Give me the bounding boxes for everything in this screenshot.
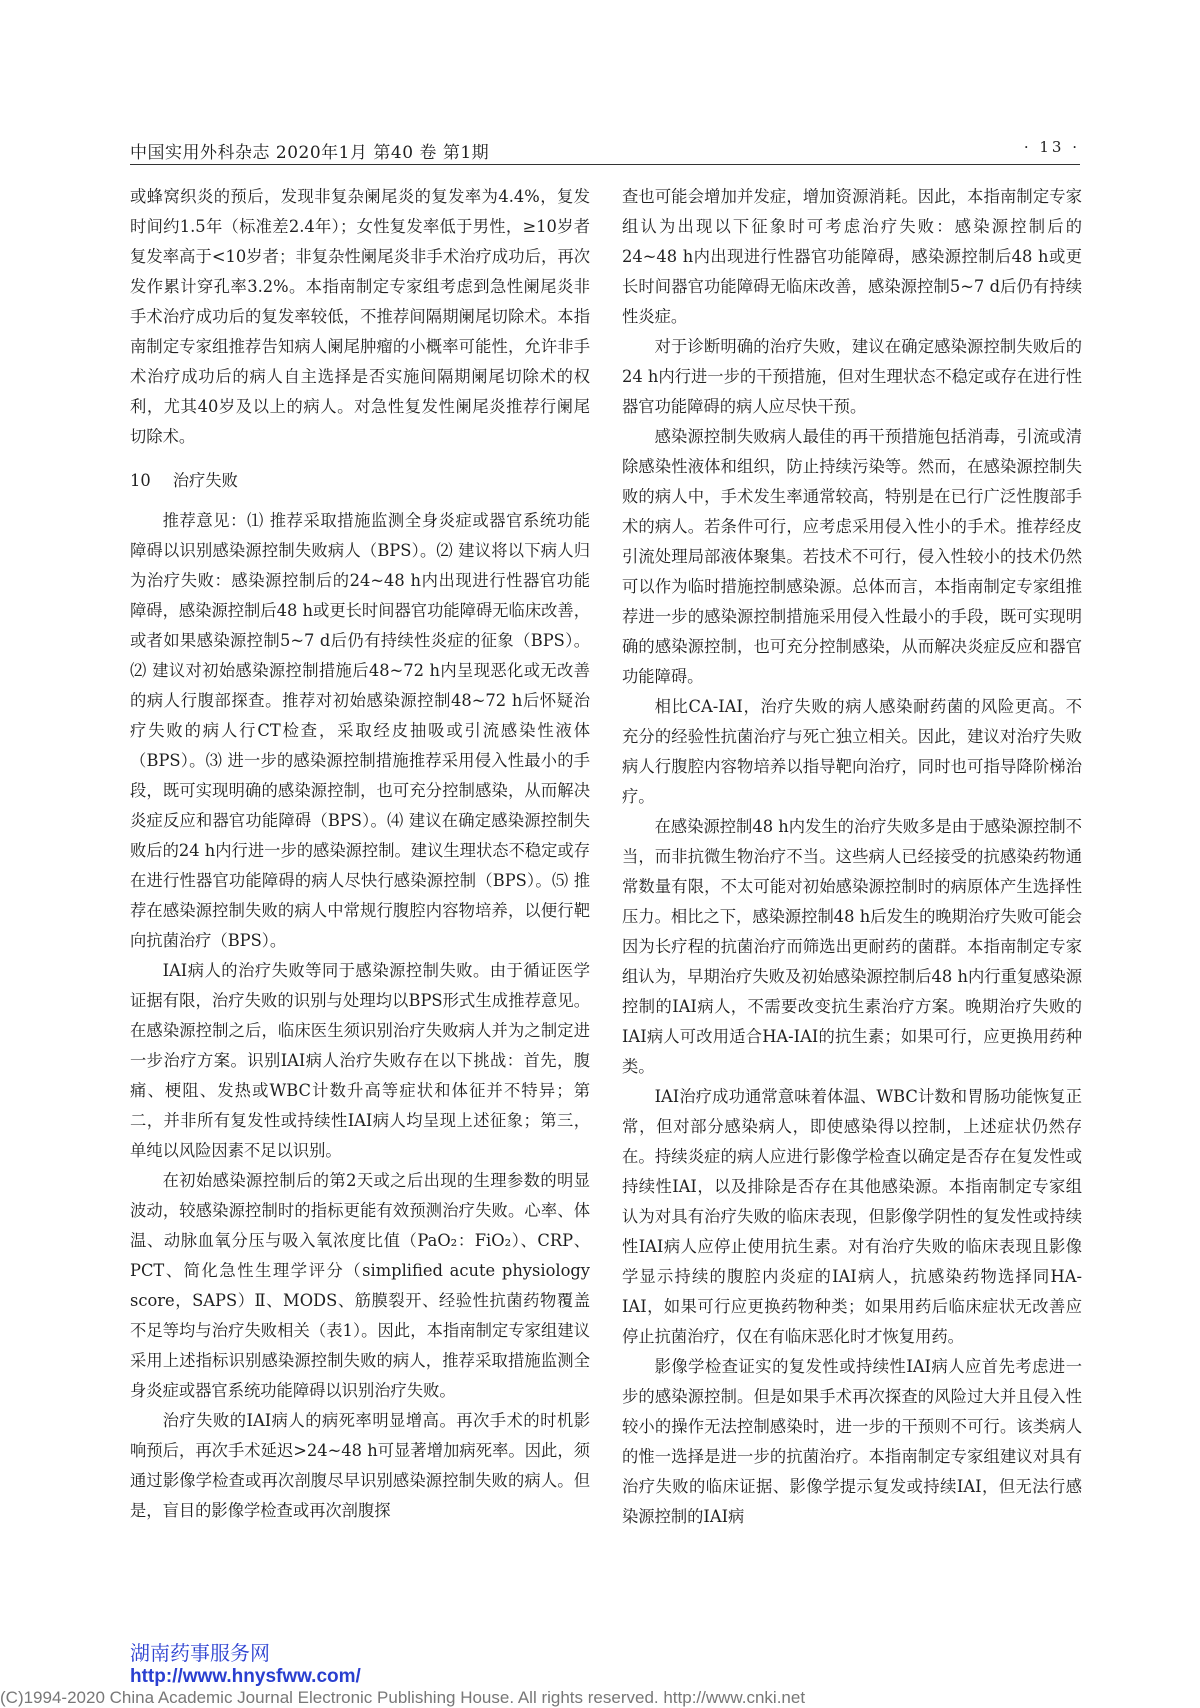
watermark-site-name: 湖南药事服务网: [130, 1643, 270, 1665]
paragraph: IAI病人的治疗失败等同于感染源控制失败。由于循证医学证据有限，治疗失败的识别与处理均以BPS形式生成推荐意见。在感染源控制之后，临床医生须识别治疗失败病人并为之制定进一步治疗方案。识别IAI病人治疗失败存在以下挑战：首先，腹痛、梗阻、发热或WBC计数升高等症状和体征并不特异；第二，并非所有复发性或持续性IAI病人均呈现上述征象；第三，单纯以风险因素不足以识别。: [130, 961, 590, 1160]
paragraph: 影像学检查证实的复发性或持续性IAI病人应首先考虑进一步的感染源控制。但是如果手术再次探查的风险过大并且侵入性较小的操作无法控制感染时，进一步的干预则不可行。该类病人的惟一选择是进一步的抗菌治疗。本指南制定专家组建议对具有治疗失败的临床证据、影像学提示复发或持续IAI，但无法行感染源控制的IAI病: [622, 1357, 1082, 1526]
journal-citation: 中国实用外科杂志 2020年1月 第40 卷 第1期: [130, 143, 490, 163]
recommendation-paragraph: 推荐意见：⑴ 推荐采取措施监测全身炎症或器官系统功能障碍以识别感染源控制失败病人（BPS）。⑵ 建议将以下病人归为治疗失败：感染源控制后的24~48 h内出现进行性器官功能障碍，感染源控制后48 h或更长时间器官功能障碍无临床改善，或者如果感染源控制5~7 d后仍有持续性炎症的征象（BPS）。⑵ 建议对初始感染源控制措施后48~72 h内呈现恶化或无改善的病人行腹部探查。推荐对初始感染源控制48~72 h后怀疑治疗失败的病人行CT检查，采取经皮抽吸或引流感染性液体（BPS）。⑶ 进一步的感染源控制措施推荐采用侵入性最小的手段，既可实现明确的感染源控制，也可充分控制感染，从而解决炎症反应和器官功能障碍（BPS）。⑷ 建议在确定感染源控制失败后的24 h内行进一步的感染源控制。建议生理状态不稳定或存在进行性器官功能障碍的病人尽快行感染源控制（BPS）。⑸ 推荐在感染源控制失败的病人中常规行腹腔内容物培养，以便行靶向抗菌治疗（BPS）。: [130, 511, 590, 950]
paragraph: 相比CA-IAI，治疗失败的病人感染耐药菌的风险更高。不充分的经验性抗菌治疗与死亡独立相关。因此，建议对治疗失败病人行腹腔内容物培养以指导靶向治疗，同时也可指导降阶梯治疗。: [622, 697, 1082, 806]
running-header: [130, 138, 1080, 165]
paragraph: IAI治疗成功通常意味着体温、WBC计数和胃肠功能恢复正常，但对部分感染病人，即使感染得以控制，上述症状仍然存在。持续炎症的病人应进行影像学检查以确定是否存在复发性或持续性IAI，以及排除是否存在其他感染源。本指南制定专家组认为对具有治疗失败的临床表现，但影像学阴性的复发性或持续性IAI病人应停止使用抗生素。对有治疗失败的临床表现且影像学显示持续的腹腔内炎症的IAI病人，抗感染药物选择同HA-IAI，如果可行应更换药物种类；如果用药后临床症状无改善应停止抗菌治疗，仅在有临床恶化时才恢复用药。: [622, 1087, 1082, 1346]
page-number: · 13 ·: [1023, 138, 1080, 156]
section-title: 治疗失败: [172, 471, 238, 490]
copyright-line: (C)1994-2020 China Academic Journal Electronic Publishing House. All rights reserved. http://www.cnki.net: [0, 1688, 806, 1707]
paragraph: 或蜂窝织炎的预后，发现非复杂阑尾炎的复发率为4.4%，复发时间约1.5年（标准差2.4年）；女性复发率低于男性，≥10岁者复发率高于<10岁者；非复杂性阑尾炎非手术治疗成功后，再次发作累计穿孔率3.2%。本指南制定专家组考虑到急性阑尾炎非手术治疗成功后的复发率较低，不推荐间隔期阑尾切除术。本指南制定专家组推荐告知病人阑尾肿瘤的小概率可能性，允许非手术治疗成功后的病人自主选择是否实施间隔期阑尾切除术的权利，尤其40岁及以上的病人。对急性复发性阑尾炎推荐行阑尾切除术。: [130, 187, 590, 446]
watermark: [130, 1642, 361, 1688]
paragraph: 感染源控制失败病人最佳的再干预措施包括消毒，引流或清除感染性液体和组织，防止持续污染等。然而，在感染源控制失败的病人中，手术发生率通常较高，特别是在已行广泛性腹部手术的病人。若条件可行，应考虑采用侵入性小的手术。推荐经皮引流处理局部液体聚集。若技术不可行，侵入性较小的技术仍然可以作为临时措施控制感染源。总体而言，本指南制定专家组推荐进一步的感染源控制措施采用侵入性最小的手段，既可实现明确的感染源控制，也可充分控制感染，从而解决炎症反应和器官功能障碍。: [622, 427, 1082, 686]
paragraph: 在初始感染源控制后的第2天或之后出现的生理参数的明显波动，较感染源控制时的指标更能有效预测治疗失败。心率、体温、动脉血氧分压与吸入氧浓度比值（PaO₂：FiO₂）、CRP、PCT、简化急性生理学评分（simplified acute physiology score，SAPS）Ⅱ、MODS、筋膜裂开、经验性抗菌药物覆盖不足等均与治疗失败相关（表1）。因此，本指南制定专家组建议采用上述指标识别感染源控制失败的病人，推荐采取措施监测全身炎症或器官系统功能障碍以识别治疗失败。: [130, 1171, 590, 1400]
right-column: [622, 182, 1082, 1640]
paragraph: 治疗失败的IAI病人的病死率明显增高。再次手术的时机影响预后，再次手术延迟>24~48 h可显著增加病死率。因此，须通过影像学检查或再次剖腹尽早识别感染源控制失败的病人。但是，盲目的影像学检查或再次剖腹探: [130, 1411, 590, 1520]
paragraph: 查也可能会增加并发症，增加资源消耗。因此，本指南制定专家组认为出现以下征象时可考虑治疗失败：感染源控制后的24~48 h内出现进行性器官功能障碍，感染源控制后48 h或更长时间器官功能障碍无临床改善，感染源控制5~7 d后仍有持续性炎症。: [622, 187, 1082, 326]
section-number: 10: [130, 471, 151, 490]
left-column: [130, 182, 590, 1640]
section-heading: [130, 466, 590, 496]
paragraph: 在感染源控制48 h内发生的治疗失败多是由于感染源控制不当，而非抗微生物治疗不当。这些病人已经接受的抗感染药物通常数量有限，不太可能对初始感染源控制时的病原体产生选择性压力。相比之下，感染源控制48 h后发生的晚期治疗失败可能会因为长疗程的抗菌治疗而筛选出更耐药的菌群。本指南制定专家组认为，早期治疗失败及初始感染源控制后48 h内行重复感染源控制的IAI病人，不需要改变抗生素治疗方案。晚期治疗失败的IAI病人可改用适合HA-IAI的抗生素；如果可行，应更换用药种类。: [622, 817, 1082, 1076]
watermark-url: http://www.hnysfww.com/: [130, 1666, 361, 1687]
paragraph: 对于诊断明确的治疗失败，建议在确定感染源控制失败后的24 h内行进一步的干预措施，但对生理状态不稳定或存在进行性器官功能障碍的病人应尽快干预。: [622, 337, 1082, 416]
